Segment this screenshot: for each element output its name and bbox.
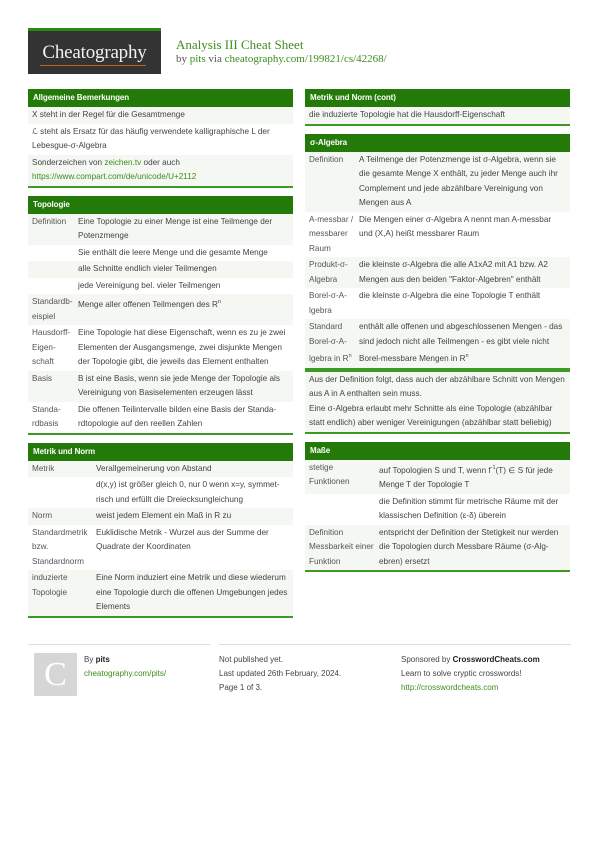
sponsor-line	[401, 653, 540, 667]
row-key	[309, 495, 379, 524]
text: Menge aller offenen Teilmengen des R	[78, 300, 218, 309]
list-item	[28, 155, 293, 186]
section-title: Metrik und Norm (cont)	[305, 89, 570, 107]
row-key	[309, 320, 359, 367]
status-info	[219, 653, 341, 695]
section-metrik-und-norm-cont	[305, 89, 570, 126]
author-profile-link[interactable]: cheatography.com/pits/	[84, 669, 167, 678]
footer-sponsor	[396, 644, 571, 700]
row-key	[32, 478, 96, 507]
row-key: Standardbeispiel	[32, 297, 73, 321]
author-link[interactable]: pits	[189, 53, 206, 65]
text: auf Topologien S und T, wenn f	[379, 465, 491, 475]
right-column	[305, 89, 570, 580]
row-key	[32, 246, 78, 261]
row-key: Basis	[32, 373, 53, 383]
row-key: A-messbar / messbarer Raum	[309, 214, 354, 253]
table-row	[305, 525, 570, 571]
by-label: by	[176, 53, 187, 65]
table-row	[305, 152, 570, 212]
row-key: Borel-σ-Algebra	[309, 291, 347, 315]
avatar[interactable]: C	[34, 653, 77, 696]
sheet-subtitle	[176, 53, 387, 65]
table-row	[28, 508, 293, 525]
row-value: d(x,y) ist größer gleich 0, nur 0 wenn x=y, symmetrisch und erfüllt die Dreiecksungleichung	[96, 480, 280, 504]
section-topologie	[28, 196, 293, 435]
sponsor-info	[401, 653, 540, 695]
row-key: Standardmetrik bzw. Standardnorm	[32, 527, 88, 566]
row-key	[32, 279, 78, 294]
section-title: σ-Algebra	[305, 134, 570, 152]
row-value: Eine Topologie zu einer Menge ist eine Teilmenge der Potenzmenge	[78, 216, 273, 240]
row-key: Metrik	[32, 463, 55, 473]
sponsor-label: Sponsored by	[401, 655, 453, 664]
text: Sonderzeichen von	[32, 157, 105, 167]
table-row	[305, 212, 570, 258]
row-value	[359, 320, 566, 367]
row-key: Standardbasis	[32, 404, 61, 428]
page-footer	[28, 644, 588, 704]
section-sigma-algebra	[305, 134, 570, 370]
table-row	[28, 325, 293, 371]
table-row	[28, 570, 293, 616]
section-allgemeine-bemerkungen	[28, 89, 293, 188]
table-row	[28, 245, 293, 262]
by-label: By	[84, 655, 96, 664]
row-key: Produkt-σ-Algebra	[309, 260, 348, 284]
row-key: Norm	[32, 511, 53, 520]
table-row	[305, 257, 570, 288]
superscript: -1	[490, 464, 496, 471]
row-value	[78, 295, 289, 324]
superscript: n	[217, 299, 221, 305]
footer-status	[219, 644, 402, 700]
table-row	[28, 371, 293, 402]
sheet-url-link[interactable]: cheatography.com/199821/cs/42268/	[224, 53, 387, 65]
section-title: Topologie	[28, 196, 293, 214]
logo-text: Cheatography	[42, 42, 147, 63]
row-value: A Teilmenge der Potenzmenge ist σ-Algebra, wenn sie die gesamte Menge X enthält, zu jeder Menge auch ihr Complement und jede abzählbare Vereinigung von Mengen aus A	[359, 154, 558, 207]
row-value: Die offenen Teilintervalle bilden eine Basis der Standardtopologie auf den reellen Zahlen	[78, 404, 277, 428]
list-item: X steht in der Regel für die Gesamtmenge	[28, 107, 293, 124]
row-value: jede Vereinigung bel. vieler Teilmengen	[78, 280, 221, 290]
row-value: entspricht der Definition der Stetigkeit nur werden die Topologien durch Messbare Räume (σ-Algebren) ersetzt	[379, 527, 559, 566]
row-value: B ist eine Basis, wenn sie jede Menge der Topologie als Vereinigung von Basiselementen erzeugen lässt	[78, 373, 280, 397]
note-line: Eine σ-Algebra erlaubt mehr Schnitte als eine Topologie (abzählbar statt endlich) aber weniger Vereinigungen (abzählbar statt beliebig)	[309, 403, 553, 427]
row-value: Sie enthält die leere Menge und die gesamte Menge	[78, 247, 268, 257]
text: enthält alle offenen und abgeschlossenen Mengen - das sind jedoch nicht alle Teilmengen - es gibt viele nicht Borel-messbare Mengen in R	[359, 322, 563, 363]
footer-author	[28, 644, 210, 700]
row-value: Eine Topologie hat diese Eigenschaft, wenn es zu je zwei Elementen der Ausgangsmenge, zwei disjunkte Mengen der Topologie gibt, die jeweils das Element enthalten	[78, 328, 286, 366]
table-row	[28, 294, 293, 325]
section-title: Metrik und Norm	[28, 443, 293, 461]
row-value: Verallgemeinerung von Abstand	[96, 463, 212, 473]
row-value: Die Mengen einer σ-Algebra A nennt man A-messbar und (X,A) heißt messbarer Raum	[359, 214, 552, 238]
table-row	[28, 461, 293, 478]
row-value: die kleinste σ-Algebra die eine Topologie T enthält	[359, 291, 541, 300]
section-masse	[305, 442, 570, 573]
row-value: Euklidische Metrik - Wurzel aus der Summe der Quadrate der Koordinaten	[96, 527, 269, 551]
row-key: stetige Funktionen	[309, 462, 350, 486]
row-value: Eine Norm induziert eine Metrik und diese wiederum eine Topologie durch die offenen Umgebungen jedes Elements	[96, 573, 288, 611]
row-key: induzierte Topologie	[32, 573, 68, 597]
superscript: n	[348, 353, 352, 359]
author-line	[84, 653, 166, 667]
sigma-algebra-note	[305, 370, 570, 434]
page-number: Page 1 of 3.	[219, 683, 263, 692]
section-title: Maße	[305, 442, 570, 460]
text: Standard Borel-σ-Algebra in R	[309, 322, 349, 363]
list-item: ℒ steht als Ersatz für das häufig verwendete kalligraphische L der Lebesgue-σ-Algebra	[28, 124, 293, 155]
compart-link[interactable]: https://www.compart.com/de/unicode/U+2112	[32, 172, 197, 181]
row-key: Hausdorff-Eigenschaft	[32, 328, 71, 366]
table-row	[28, 261, 293, 278]
section-metrik-und-norm	[28, 443, 293, 618]
section-title: Allgemeine Bemerkungen	[28, 89, 293, 107]
cheatography-logo[interactable]	[28, 28, 161, 74]
row-value	[379, 461, 566, 493]
row-value: die Definition stimmt für metrische Räume mit der klassischen Definition (ε-δ) überein	[379, 496, 559, 520]
table-row	[28, 278, 293, 295]
row-key: Definition	[32, 216, 67, 226]
note-line: Aus der Definition folgt, dass auch der abzählbare Schnitt von Mengen aus A in A enthalten sein muss.	[309, 374, 565, 398]
table-row	[305, 319, 570, 368]
via-label: via	[208, 53, 222, 65]
author-name[interactable]: pits	[95, 655, 110, 664]
table-row	[28, 214, 293, 245]
list-item: die induzierte Topologie hat die Hausdorff-Eigenschaft	[305, 107, 570, 124]
row-value: die kleinste σ-Algebra die alle A1xA2 mit A1 bzw. A2 Mengen aus den beiden "Faktor-Algebren" enthält	[359, 260, 548, 284]
row-key	[32, 262, 78, 277]
table-row	[305, 288, 570, 319]
sponsor-name: CrosswordCheats.com	[452, 655, 540, 664]
table-row	[28, 402, 293, 433]
publish-status: Not published yet.	[219, 655, 284, 664]
sheet-title: Analysis III Cheat Sheet	[176, 37, 304, 52]
row-value: weist jedem Element ein Maß in R zu	[96, 511, 232, 520]
author-info	[84, 653, 166, 681]
sponsor-link[interactable]: http://crosswordcheats.com	[401, 683, 499, 692]
page-header	[28, 28, 588, 74]
text: oder auch	[141, 157, 180, 167]
text: (T) ∈ S für jede Menge T der Topologie T	[379, 465, 553, 489]
table-row	[305, 494, 570, 525]
last-updated: Last updated 26th February, 2024.	[219, 669, 342, 678]
row-value: alle Schnitte endlich vieler Teilmengen	[78, 264, 217, 273]
sponsor-tagline: Learn to solve cryptic crosswords!	[401, 669, 522, 678]
table-row	[28, 477, 293, 508]
logo-underline	[40, 65, 146, 66]
table-row	[28, 525, 293, 571]
left-column	[28, 89, 293, 626]
zeichen-tv-link[interactable]: zeichen.tv	[104, 157, 142, 167]
row-key: Definition	[309, 154, 344, 164]
table-row	[305, 460, 570, 494]
row-key: Definition Messbarkeit einer Funktion	[309, 527, 374, 566]
superscript: n	[465, 353, 469, 359]
